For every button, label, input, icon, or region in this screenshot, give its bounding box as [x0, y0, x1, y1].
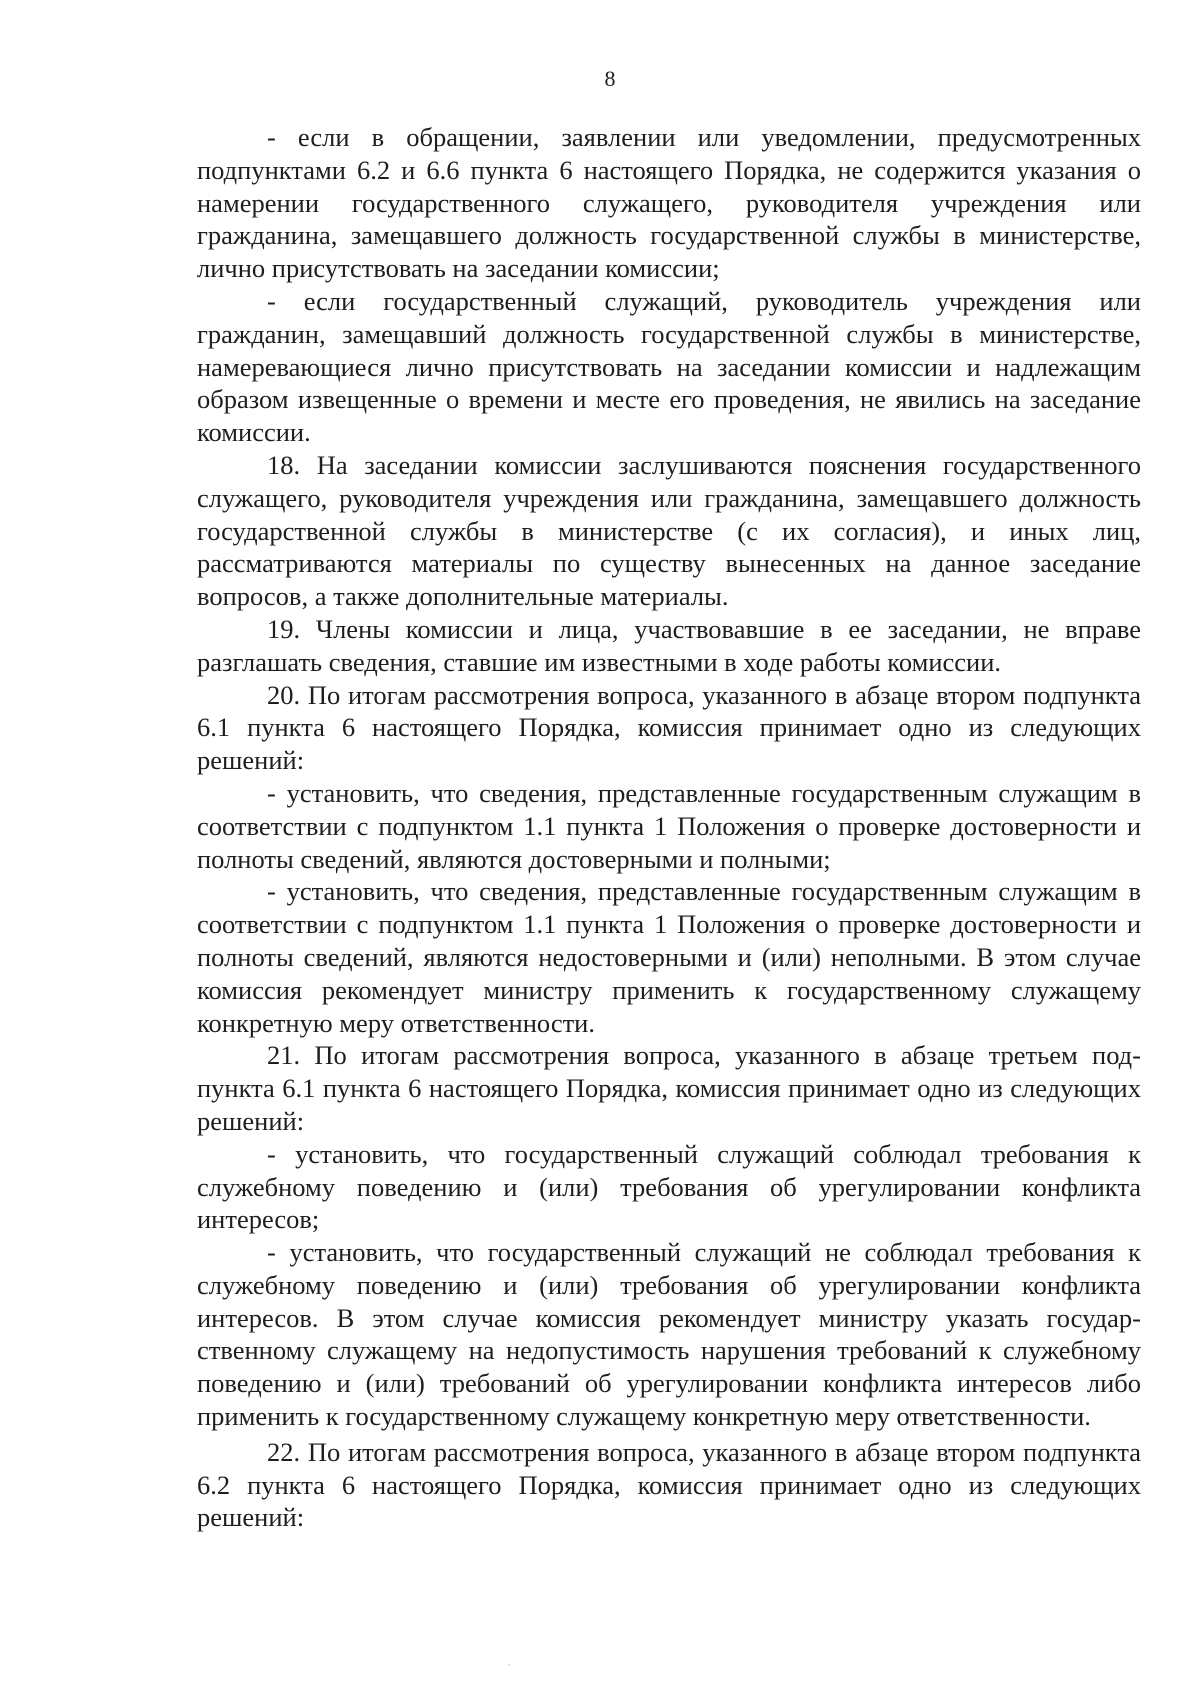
paragraph-item-21: 21. По итогам рассмотрения вопроса, указанного в абзаце третьем подпункта 6.1 пункта 6 настоящего Порядка, комиссия принимает одно из следующих решений:: [197, 1040, 1141, 1136]
paragraph-item-20-decision-2: - установить, что сведения, представленные государственным служащим в соответствии с подпунктом 1.1 пункта 1 Положения о проверке достоверности и полноты сведений, являются недостоверными и (или) неполными. В этом случае комиссия рекомендует министру применить к государственному служащему конкретную меру ответственности.: [197, 876, 1141, 1038]
scan-speck: [508, 1664, 510, 1666]
page-number: 8: [604, 66, 616, 91]
paragraph-item-21-decision-1: - установить, что государственный служащий соблюдал требования к служебному поведению и (или) требования об урегулировании конфликта интересов;: [197, 1138, 1141, 1235]
paragraph-item-20-decision-1: - установить, что сведения, представленные государственным служащим в соответствии с подпунктом 1.1 пункта 1 Положения о проверке достоверности и полноты сведений, являются достоверными и полными;: [197, 777, 1141, 874]
paragraph-item-20: 20. По итогам рассмотрения вопроса, указанного в абзаце втором подпункта 6.1 пункта 6 настоящего Порядка, комиссия принимает одно из следующих решений:: [197, 679, 1141, 776]
paragraph-item-18: 18. На заседании комиссии заслушиваются пояснения государственного служащего, руководителя учреждения или гражданина, замещавшего должность государственной службы в министерстве (с их согласия), и иных лиц, рассматриваются материалы по существу вынесенных на данное заседание вопросов, а также дополнительные материалы.: [197, 449, 1141, 612]
document-body: [197, 121, 1141, 1534]
paragraph-non-appearance: - если государственный служащий, руководитель учреждения или гражданин, замещавший должность государственной службы в министерстве, намеревающиеся лично присутствовать на заседании комиссии и надлежащим образом извещенные о времени и месте его проведения, не явились на заседание комиссии.: [197, 285, 1141, 448]
paragraph-item-21-decision-2: - установить, что государственный служащий не соблюдал требования к служебному поведению и (или) требования об урегулировании конфликта интересов. В этом случае комиссия рекомендует министру указать государственному служащему на недопустимость нарушения требований к служебному поведению и (или) требований об урегулировании конфликта интересов либо применить к государственному служащему конкретную меру ответственности.: [197, 1237, 1141, 1432]
paragraph-item-19: 19. Члены комиссии и лица, участвовавшие в ее заседании, не вправе разглашать сведения, ставшие им известными в ходе работы комиссии.: [197, 613, 1141, 677]
paragraph-absence-notice: - если в обращении, заявлении или уведомлении, предусмотренных подпунктами 6.2 и 6.6 пункта 6 настоящего Порядка, не содержится указания о намерении государственного служащего, руководителя учреждения или гражданина, замещавшего должность государственной службы в министерстве, лично присутствовать на заседании комиссии;: [197, 122, 1141, 284]
paragraph-item-22: 22. По итогам рассмотрения вопроса, указанного в абзаце втором подпункта 6.2 пункта 6 настоящего Порядка, комиссия принимает одно из следующих решений:: [197, 1436, 1141, 1533]
